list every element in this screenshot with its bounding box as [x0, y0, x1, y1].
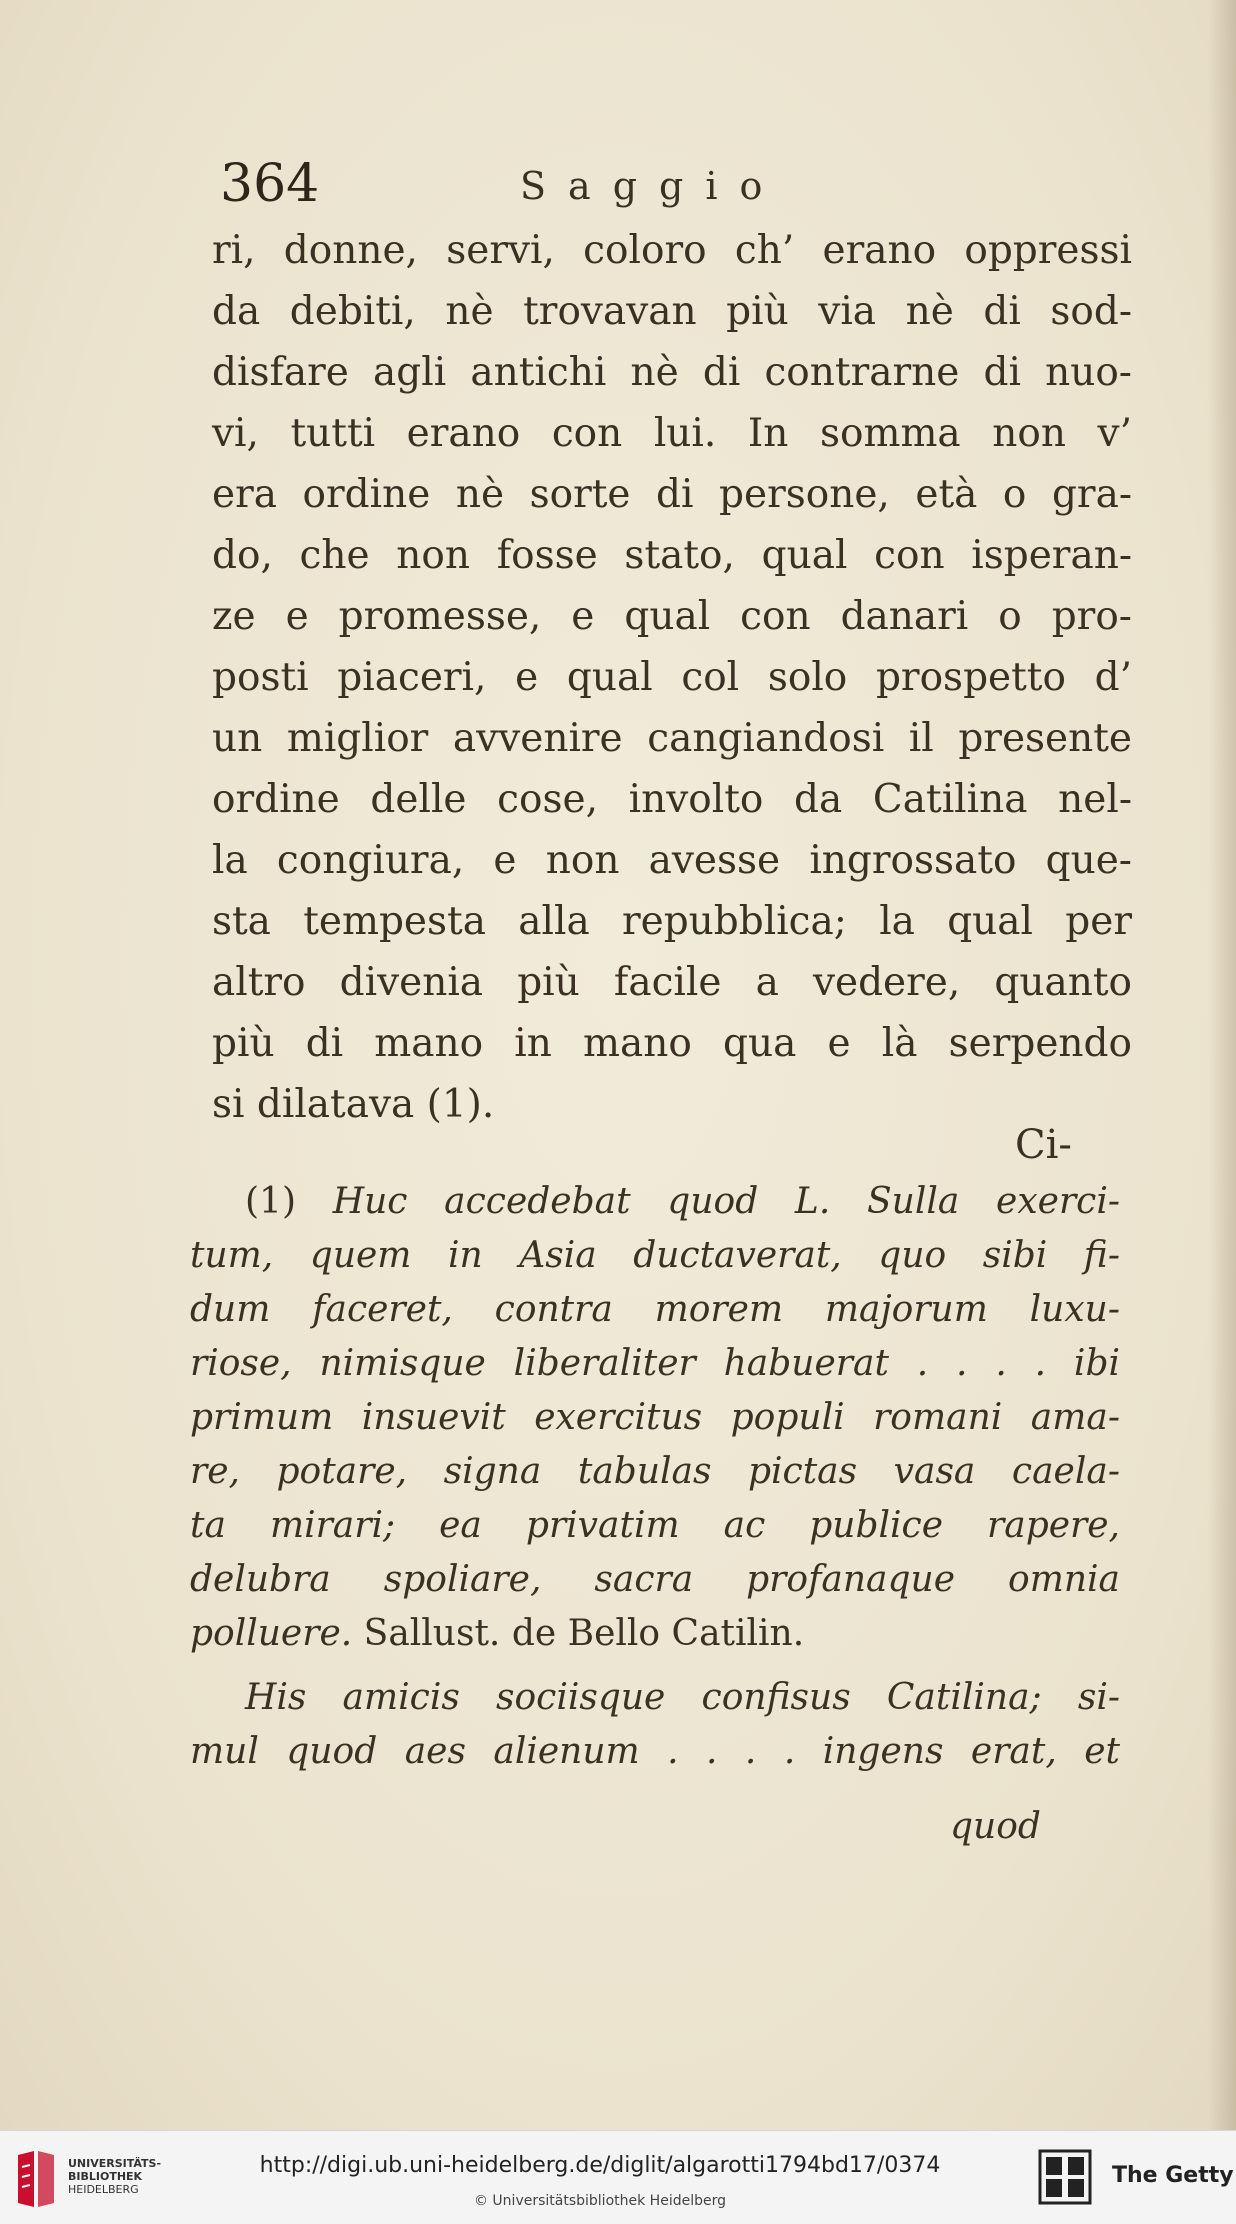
footnote-line: primum insuevit exercitus populi romani ama- — [190, 1397, 1120, 1438]
footnote-line: mul quod aes alienum . . . . ingens erat, et — [190, 1731, 1120, 1772]
text-line: disfare agli antichi nè di contrarne di nuo- — [212, 350, 1132, 395]
permalink-url[interactable]: http://digi.ub.uni-heidelberg.de/diglit/algarotti1794bd17/0374 — [259, 2153, 941, 2178]
text-line: un miglior avvenire cangiandosi il presente — [212, 716, 1132, 761]
text-line: ze e promesse, e qual con danari o pro- — [212, 594, 1132, 639]
footnote-line — [190, 1607, 1120, 1661]
footnote-catchword: quod — [950, 1806, 1041, 1847]
footnote-marker: (1) — [245, 1181, 296, 1222]
text-line: si dilatava (1). — [212, 1082, 495, 1127]
text-line: più di mano in mano qua e là serpendo — [212, 1021, 1132, 1066]
footnote-line-text: Huc accedebat quod L. Sulla exerci- — [332, 1181, 1120, 1222]
partner-name[interactable]: The Getty — [1112, 2163, 1234, 2188]
footnote-line — [190, 1175, 1120, 1229]
text-line: do, che non fosse stato, qual con isperan- — [212, 533, 1132, 578]
text-line: la congiura, e non avesse ingrossato que- — [212, 838, 1132, 883]
running-title: Saggio — [520, 164, 785, 208]
getty-logo-icon[interactable] — [1038, 2149, 1092, 2205]
text-line: era ordine nè sorte di persone, età o gra- — [212, 472, 1132, 517]
footnote-line: riose, nimisque liberaliter habuerat . . . . ibi — [190, 1343, 1120, 1384]
footnote-line: dum faceret, contra morem majorum luxu- — [190, 1289, 1120, 1330]
footnote-line: tum, quem in Asia ductaverat, quo sibi fi- — [190, 1235, 1120, 1276]
text-line: posti piaceri, e qual col solo prospetto d’ — [212, 655, 1132, 700]
library-name-line: HEIDELBERG — [68, 2183, 139, 2196]
text-line: sta tempesta alla repubblica; la qual per — [212, 899, 1132, 944]
catchword: Ci- — [1015, 1122, 1072, 1168]
running-head — [220, 150, 860, 220]
copyright-notice: © Universitätsbibliothek Heidelberg — [473, 2193, 726, 2209]
text-line: ordine delle cose, involto da Catilina nel- — [212, 777, 1132, 822]
library-name-line: BIBLIOTHEK — [68, 2170, 143, 2183]
viewer-footer — [0, 2130, 1236, 2224]
text-line: altro divenia più facile a vedere, quanto — [212, 960, 1132, 1005]
page-edge-shadow — [1208, 0, 1236, 2130]
footnote-line: delubra spoliare, sacra profanaque omnia — [190, 1559, 1120, 1600]
page-number: 364 — [220, 154, 320, 214]
main-text — [212, 220, 1132, 1135]
footnote-line: ta mirari; ea privatim ac publice rapere, — [190, 1505, 1120, 1546]
footnote-line-italic: polluere. — [190, 1613, 353, 1654]
text-line: vi, tutti erano con lui. In somma non v’ — [212, 411, 1132, 456]
library-name-line: UNIVERSITÄTS- — [68, 2157, 162, 2170]
footnote-line: re, potare, signa tabulas pictas vasa caela- — [190, 1451, 1120, 1492]
library-mark-icon — [12, 2147, 60, 2211]
text-line: ri, donne, servi, coloro ch’ erano oppressi — [212, 228, 1132, 273]
text-line: da debiti, nè trovavan più via nè di sod- — [212, 289, 1132, 334]
library-name — [68, 2157, 161, 2196]
footnote-citation: Sallust. de Bello Catilin. — [363, 1613, 805, 1654]
footnote-line: His amicis sociisque confisus Catilina; si- — [245, 1677, 1120, 1718]
footnote — [190, 1175, 1120, 1779]
university-library-logo[interactable] — [12, 2147, 167, 2211]
